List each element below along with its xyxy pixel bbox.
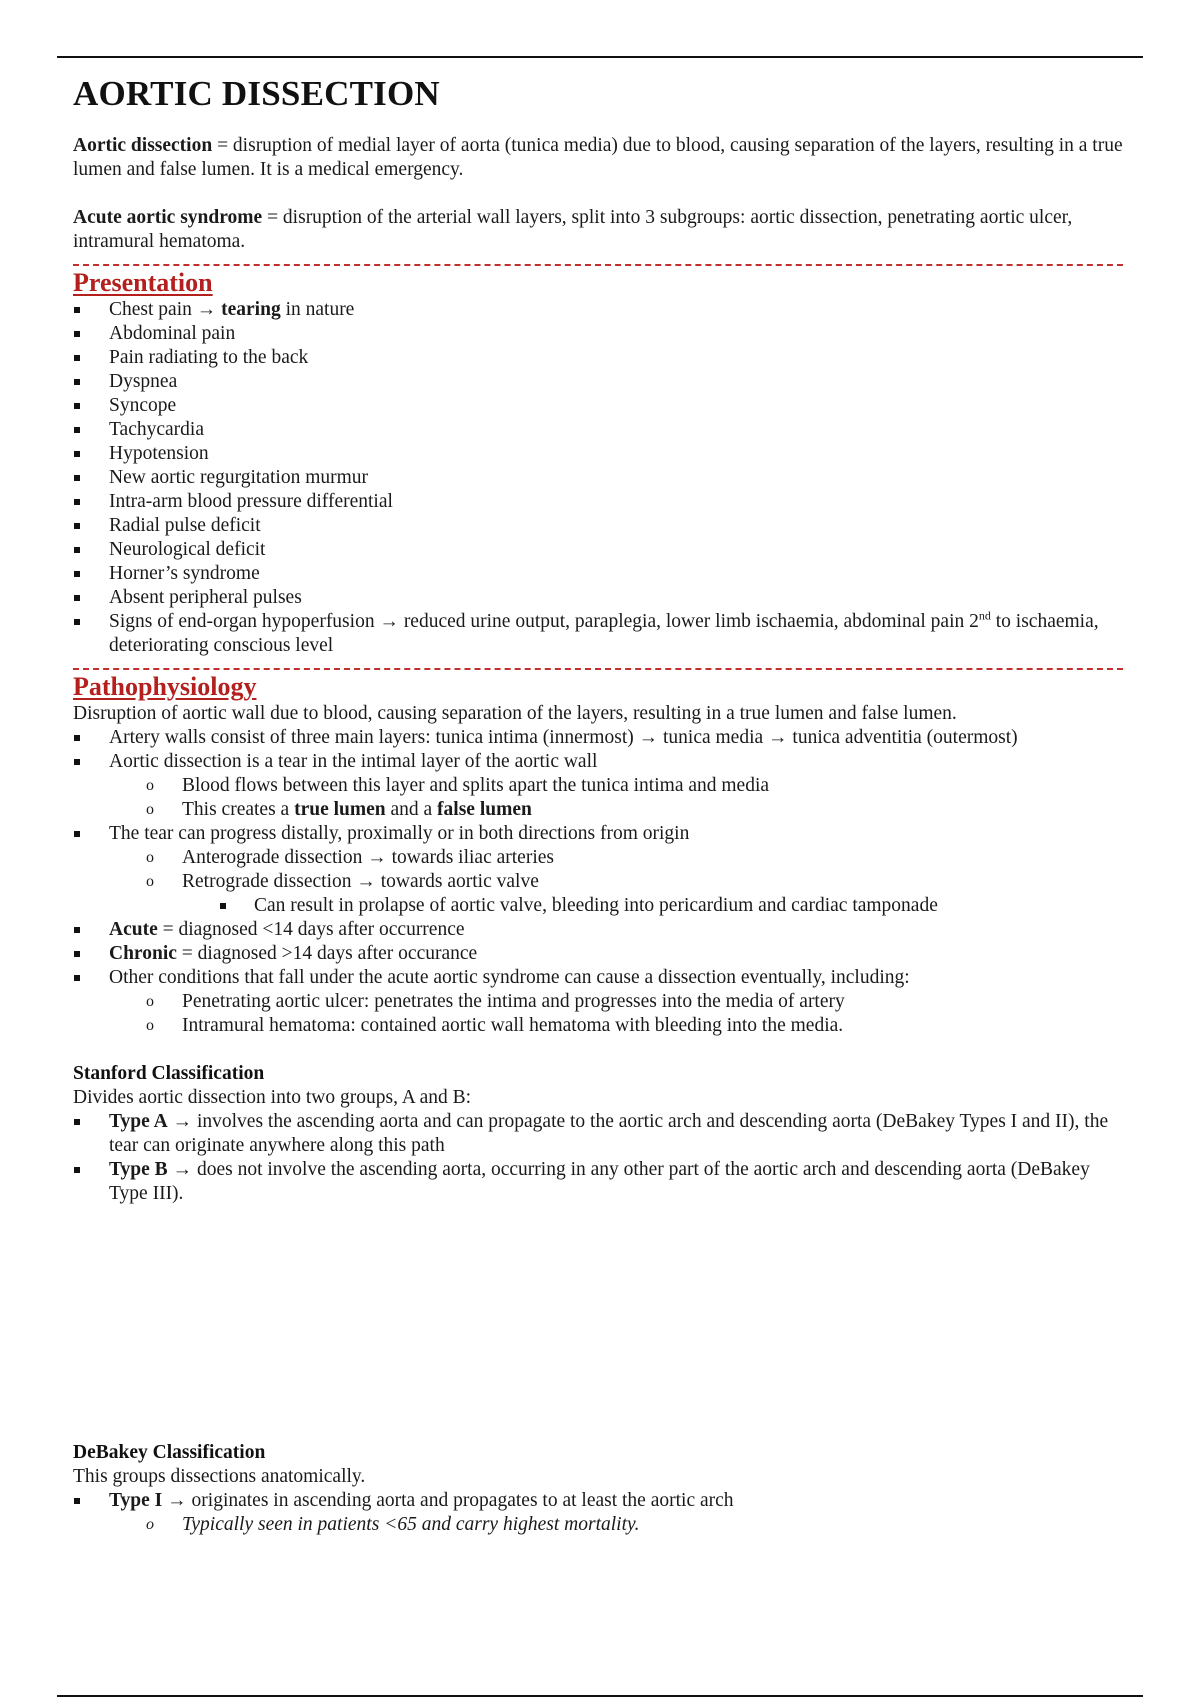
item-text: → originates in ascending aorta and propagates to at least the aortic arch [162,1490,734,1511]
item-bold-text: true lumen [294,799,386,820]
list-item: Radial pulse deficit [73,514,1123,538]
item-text: and a [385,799,438,820]
sub-list-item [73,798,1123,822]
presentation-heading: Presentation [73,268,213,297]
pathophysiology-list [73,726,1123,1038]
sub-list-item: o Typically seen in patients <65 and carry highest mortality. [73,1513,1123,1537]
stanford-heading: Stanford Classification [73,1063,265,1084]
item-bold-text: false lumen [437,799,532,820]
list-item [73,1158,1123,1206]
document-page [73,66,1123,1537]
aortic-dissection-definition [73,134,1123,182]
list-item: Abdominal pain [73,322,1123,346]
item-text: to ischaemia, deteriorating conscious level [109,611,1099,656]
debakey-intro: This groups dissections anatomically. [73,1466,366,1487]
sub-list-item: o Blood flows between this layer and splits apart the tunica intima and media [73,774,1123,798]
pathophysiology-heading: Pathophysiology [73,672,257,701]
list-item: Neurological deficit [73,538,1123,562]
list-item [73,298,1123,322]
definition-text: = disruption of the arterial wall layers, split into 3 subgroups: aortic dissection, penetrating aortic ulcer, intramural hematoma. [73,207,1073,252]
item-bold-text: Type I [109,1490,163,1511]
page-title: AORTIC DISSECTION [73,74,440,113]
item-bold-text: Type A [109,1111,168,1132]
superscript: nd [978,608,991,623]
item-text: → involves the ascending aorta and can propagate to the aortic arch and descending aorta (DeBakey Types I and II), the tear can originate anywhere along this path [109,1111,1109,1156]
debakey-list [73,1489,1123,1537]
item-text: in nature [280,299,355,320]
section-divider [73,668,1123,670]
item-bold-text: Chronic [109,943,177,964]
definition-term: Aortic dissection [73,135,213,156]
item-bold-text: Type B [109,1159,168,1180]
item-text: Chest pain → [109,299,222,320]
list-item: The tear can progress distally, proximally or in both directions from origin [73,822,1123,846]
list-item [73,1489,1123,1513]
pathophysiology-intro: Disruption of aortic wall due to blood, causing separation of the layers, resulting in a true lumen and false lumen. [73,703,957,724]
debakey-heading: DeBakey Classification [73,1442,266,1463]
list-item: Pain radiating to the back [73,346,1123,370]
list-item: Aortic dissection is a tear in the intimal layer of the aortic wall [73,750,1123,774]
list-item: Syncope [73,394,1123,418]
presentation-list [73,298,1123,658]
item-bold-text: tearing [221,299,281,320]
item-text: = diagnosed >14 days after occurance [176,943,478,964]
item-text: = diagnosed <14 days after occurrence [157,919,465,940]
sub-list-item: o Retrograde dissection → towards aortic valve [73,870,1123,894]
list-item [73,942,1123,966]
list-item: Artery walls consist of three main layers: tunica intima (innermost) → tunica media → tunica adventitia (outermost) [73,726,1123,750]
definition-text: = disruption of medial layer of aorta (tunica media) due to blood, causing separation of the layers, resulting in a true lumen and false lumen. It is a medical emergency. [73,135,1123,180]
sub-list-item: o Penetrating aortic ulcer: penetrates the intima and progresses into the media of artery [73,990,1123,1014]
section-divider [73,264,1123,266]
stanford-list [73,1110,1123,1206]
list-item: New aortic regurgitation murmur [73,466,1123,490]
stanford-intro: Divides aortic dissection into two groups, A and B: [73,1087,472,1108]
definition-term: Acute aortic syndrome [73,207,263,228]
sub-list-item: o Intramural hematoma: contained aortic wall hematoma with bleeding into the media. [73,1014,1123,1038]
list-item [73,610,1123,658]
item-text: This creates a [182,799,295,820]
list-item [73,918,1123,942]
list-item: Absent peripheral pulses [73,586,1123,610]
list-item: Tachycardia [73,418,1123,442]
list-item [73,1110,1123,1158]
item-text: → does not involve the ascending aorta, occurring in any other part of the aortic arch and descending aorta (DeBakey Type III). [109,1159,1090,1204]
list-item: Horner’s syndrome [73,562,1123,586]
list-item: Dyspnea [73,370,1123,394]
top-rule [57,56,1143,58]
item-bold-text: Acute [109,919,158,940]
sub-list-item: o Anterograde dissection → towards iliac arteries [73,846,1123,870]
item-text: Signs of end-organ hypoperfusion → reduced urine output, paraplegia, lower limb ischaemia, abdominal pain 2 [109,611,979,632]
list-item: Hypotension [73,442,1123,466]
list-item: Intra-arm blood pressure differential [73,490,1123,514]
sub-sub-list-item: Can result in prolapse of aortic valve, bleeding into pericardium and cardiac tamponade [73,894,1123,918]
bottom-rule [57,1695,1143,1697]
acute-aortic-syndrome-definition [73,206,1123,254]
list-item: Other conditions that fall under the acute aortic syndrome can cause a dissection eventually, including: [73,966,1123,990]
